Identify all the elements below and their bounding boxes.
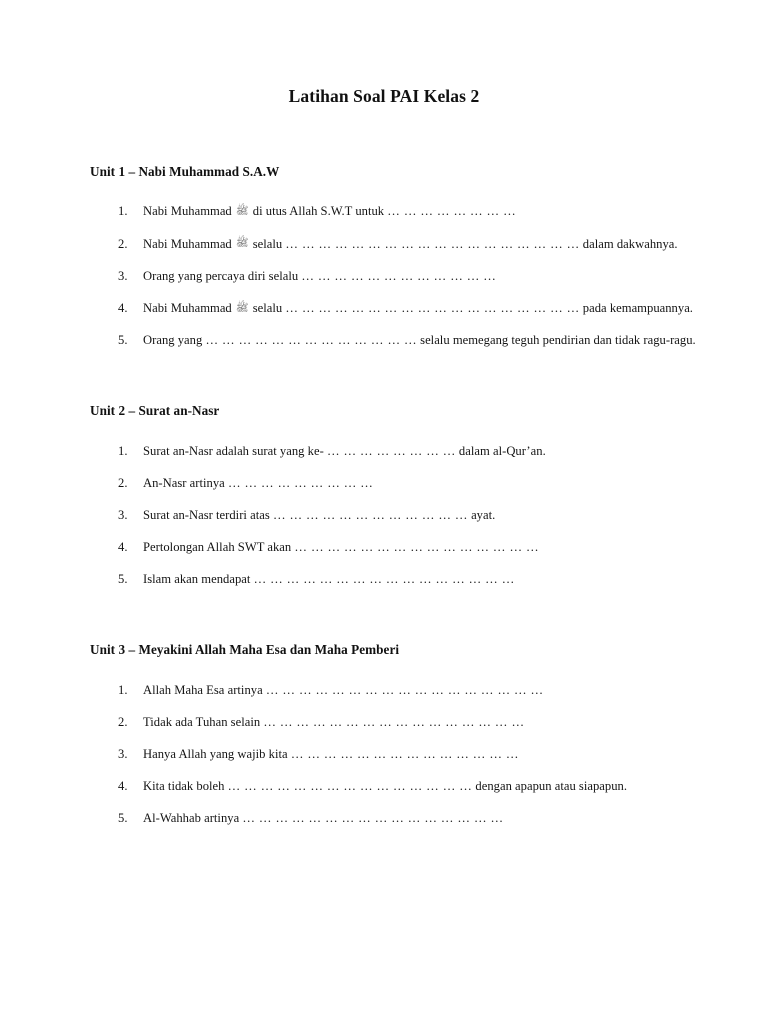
question-text-fragment: Allah Maha Esa artinya — [143, 682, 266, 697]
answer-blank: … … … … … … … … — [387, 204, 517, 219]
question-number: 1. — [118, 443, 128, 458]
question-text-fragment: Orang yang — [143, 332, 206, 347]
question-text-fragment: di utus Allah S.W.T untuk — [249, 204, 388, 219]
unit-section-2 — [90, 402, 708, 595]
question-number: 2. — [118, 475, 128, 490]
question-text-fragment: Nabi Muhammad — [143, 204, 235, 219]
question-list — [90, 435, 708, 596]
question-text-fragment: dalam dakwahnya. — [579, 236, 678, 251]
unit-heading: Unit 1 – Nabi Muhammad S.A.W — [90, 164, 280, 179]
unit-heading: Unit 2 – Surat an-Nasr — [90, 403, 220, 419]
question-text-fragment: Surat an-Nasr terdiri atas — [143, 507, 273, 522]
question-text-fragment: Nabi Muhammad — [143, 236, 235, 251]
question-text — [143, 467, 708, 499]
question-item — [90, 292, 708, 324]
question-text-fragment: An-Nasr artinya — [143, 475, 228, 490]
question-text — [143, 563, 708, 595]
question-item — [90, 228, 708, 260]
question-number: 5. — [118, 810, 128, 825]
question-text-fragment: Pertolongan Allah SWT akan — [143, 539, 295, 554]
answer-blank: … … … … … … … … … — [227, 475, 374, 490]
question-number: 4. — [118, 539, 128, 554]
question-item — [90, 531, 708, 563]
question-number: 4. — [118, 778, 128, 793]
question-list — [90, 674, 708, 835]
unit-heading: Unit 3 – Meyakini Allah Maha Esa dan Maha Pemberi — [90, 642, 400, 658]
answer-blank: … … … … … … … … … … … … … … … … — [263, 714, 525, 729]
question-text — [143, 435, 708, 467]
question-item — [90, 195, 708, 227]
question-text — [143, 260, 708, 292]
answer-blank: … … … … … … … … … … … … — [301, 268, 497, 283]
question-item — [90, 435, 708, 467]
question-list — [90, 195, 708, 356]
question-number: 3. — [118, 268, 128, 283]
question-text — [143, 195, 708, 227]
page-title: Latihan Soal PAI Kelas 2 — [288, 86, 480, 106]
question-number: 5. — [118, 332, 128, 347]
question-text-fragment: Hanya Allah yang wajib kita — [143, 746, 291, 761]
question-item — [90, 770, 708, 802]
question-item — [90, 706, 708, 738]
question-text-fragment: selalu — [249, 300, 286, 315]
unit-section-3 — [90, 641, 708, 834]
question-text — [143, 228, 708, 260]
question-text — [143, 802, 708, 834]
question-item — [90, 499, 708, 531]
sallallahu-alayhi-wasallam-icon: ﷺ — [235, 237, 249, 250]
question-text-fragment: Surat an-Nasr adalah surat yang ke- — [143, 443, 327, 458]
answer-blank: … … … … … … … … … … … … … — [205, 332, 417, 347]
question-text-fragment: Nabi Muhammad — [143, 300, 235, 315]
unit-section-1 — [90, 163, 708, 356]
question-text-fragment: dalam al-Qur’an. — [455, 443, 546, 458]
question-text — [143, 531, 708, 563]
answer-blank: … … … … … … … … … … … … … … … … … — [265, 682, 544, 697]
question-number: 1. — [118, 204, 128, 219]
question-text-fragment: Orang yang percaya diri selalu — [143, 268, 302, 283]
question-number: 4. — [118, 300, 128, 315]
question-text — [143, 706, 708, 738]
units-container — [90, 163, 708, 834]
sallallahu-alayhi-wasallam-icon: ﷺ — [235, 301, 249, 314]
question-item — [90, 802, 708, 834]
question-number: 2. — [118, 236, 128, 251]
question-text — [143, 738, 708, 770]
question-text-fragment: pada kemampuannya. — [579, 300, 693, 315]
question-number: 2. — [118, 714, 128, 729]
question-text-fragment: Kita tidak boleh — [143, 778, 228, 793]
question-text — [143, 292, 708, 324]
question-item — [90, 260, 708, 292]
answer-blank: … … … … … … … … — [326, 443, 456, 458]
question-text-fragment: selalu memegang teguh pendirian dan tidak ragu-ragu. — [416, 332, 696, 347]
answer-blank: … … … … … … … … … … … … … … … … — [253, 571, 515, 586]
question-item — [90, 563, 708, 595]
question-text — [143, 674, 708, 706]
question-number: 3. — [118, 746, 128, 761]
question-item — [90, 674, 708, 706]
answer-blank: … … … … … … … … … … … … … … — [290, 746, 519, 761]
question-item — [90, 738, 708, 770]
sallallahu-alayhi-wasallam-icon: ﷺ — [235, 205, 249, 218]
question-text — [143, 324, 708, 356]
question-text-fragment: Tidak ada Tuhan selain — [143, 714, 264, 729]
question-item — [90, 467, 708, 499]
question-number: 1. — [118, 682, 128, 697]
answer-blank: … … … … … … … … … … … … … … … … — [242, 810, 504, 825]
question-text-fragment: Islam akan mendapat — [143, 571, 254, 586]
worksheet-body — [0, 163, 768, 834]
question-text-fragment: selalu — [249, 236, 286, 251]
answer-blank: … … … … … … … … … … … … — [272, 507, 468, 522]
question-text-fragment: dengan apapun atau siapapun. — [472, 778, 628, 793]
question-number: 3. — [118, 507, 128, 522]
question-text-fragment: ayat. — [467, 507, 496, 522]
answer-blank: … … … … … … … … … … … … … … … — [294, 539, 539, 554]
question-item — [90, 324, 708, 356]
question-number: 5. — [118, 571, 128, 586]
answer-blank: … … … … … … … … … … … … … … … … … … — [285, 236, 580, 251]
question-text — [143, 499, 708, 531]
question-text — [143, 770, 708, 802]
answer-blank: … … … … … … … … … … … … … … … — [227, 778, 473, 793]
question-text-fragment: Al-Wahhab artinya — [143, 810, 243, 825]
answer-blank: … … … … … … … … … … … … … … … … … … — [285, 300, 580, 315]
